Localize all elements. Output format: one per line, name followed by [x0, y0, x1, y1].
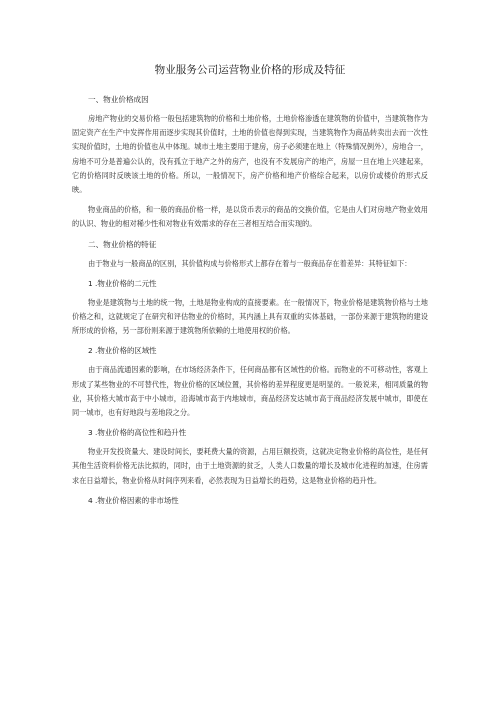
section-heading-causes: 一、物业价格成因: [88, 95, 149, 104]
paragraph-causes-1: 房地产物业的交易价格一般包括建筑物的价格和土地价格，土地价格渗透在建筑物的价值中，当建筑物作为固定资产在生产中发挥作用而逐步实现其价值时，土地的价值也得到实现，当建筑物作为商品转卖出去而一次性实现价值时，土地的价值也从中体现。城市土地主要用于建房，房子必须建在地上（特殊情况例外），房地合一，房地不可分是普遍公认的，没有孤立于地产之外的房产，也没有不发展房产的地产，房屋一旦在地上兴建起来，它的价格同时反映该土地的价格。所以，一般情况下，房产价格和地产价格综合起来，以房价或楼价的形式反映。: [72, 114, 428, 195]
section-heading-features: 二、物业价格的特征: [88, 239, 157, 249]
feature-text-duality: 物业是建筑物与土地的统一物，土地是物业构成的直接要素。在一般情况下，物业价格是建筑物价格与土地价格之和，这就规定了在研究和评估物业的价格时，其内涵上具有双重的实体基础，一部份来源于建筑物的建设所形成的价格，另一部份则来源于建筑物所依赖的土地使用权的价格。: [72, 297, 428, 336]
paragraph-features-intro: 由于物业与一般商品的区别，其价值构成与价格形式上都存在着与一般商品存在着差异：其特征如下：: [88, 258, 412, 268]
paragraph-causes-2: 物业商品的价格，和一般的商品价格一样，是以货币表示的商品的交换价值，它是由人们对房地产物业效用的认识、物业的相对稀少性和对物业有效需求的存在三者相互结合而实现的。: [72, 205, 428, 229]
feature-title-regional: 2 .物业价格的区域性: [88, 346, 157, 356]
feature-title-non-market: 4 .物业价格因素的非市场性: [88, 495, 179, 505]
feature-text-high-rising: 物业开发投资量大、建设时间长，要耗费大量的资源，占用巨额投资，这就决定物业价格的高位性，是任何其他生活资料价格无法比拟的，同时，由于土地资源的贫乏，人类人口数量的增长及城市化进程的加速，住房需求在日益增长，物业价格从时间序列来看，必然表现为日益增长的趋势，这是物业价格的趋升性。: [72, 447, 428, 485]
document-title: 物业服务公司运营物业价格的形成及特征: [154, 64, 346, 76]
feature-text-regional: 由于商品流通因素的影响，在市场经济条件下，任何商品都有区域性的价格。而物业的不可移动性，客观上形成了某些物业的不可替代性，物业价格的区域位置，其价格的差异程度更是明显的。一般说来，相同质量的物业，其价格大城市高于中小城市，沿海城市高于内地城市，商品经济发达城市高于商品经济发展中城市，即使在同一城市，也有好地段与差地段之分。: [72, 365, 428, 418]
feature-title-high-rising: 3 .物业价格的高位性和趋升性: [88, 428, 187, 438]
feature-title-duality: 1 .物业价格的二元性: [88, 278, 157, 288]
